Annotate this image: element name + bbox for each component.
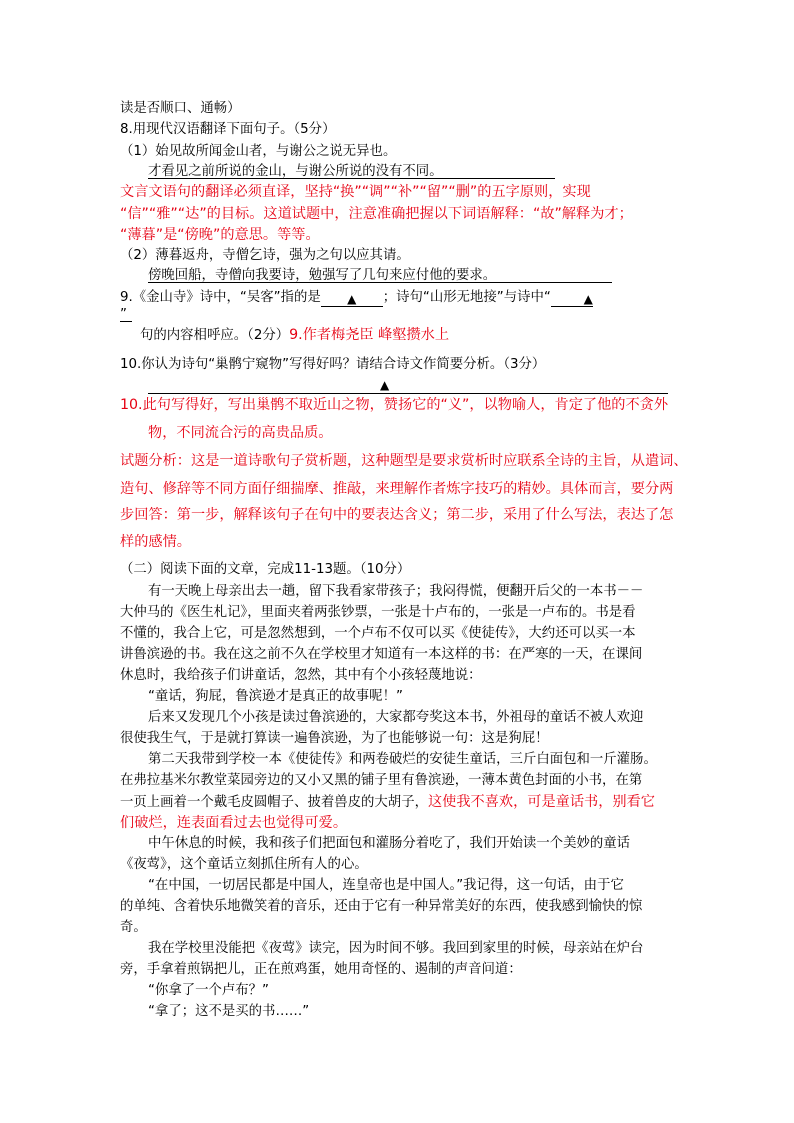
question-9-part3: 句的内容相呼应。（2分） [140, 328, 290, 343]
question-9-tail [140, 325, 449, 346]
passage-line: 在弗拉基米尔教堂菜园旁边的又小又黑的铺子里有鲁滨逊，一薄本黄色封面的小书，在第 [120, 773, 643, 788]
question-8-2: （2）薄暮返舟，寺僧乞诗，强为之句以应其请。 [120, 248, 410, 263]
answer-10-line2: 物，不同流合污的高贵品质。 [148, 425, 333, 441]
passage-line: “拿了；这不是买的书……” [148, 1004, 310, 1019]
answer-10-line1: 10.此句写得好，写出巢鹘不取近山之物，赞扬它的“义”，以物喻人，肯定了他的不贪外 [120, 397, 669, 413]
answer-underline [120, 321, 132, 322]
question-9-part2: ；诗句“山形无地接”与诗中“ [382, 290, 551, 305]
analysis-8-line2: “信”“雅”“达”的目标。这道试题中，注意准确把握以下词语解释：“故”解释为才； [120, 206, 633, 222]
triangle-marker-icon: ▲ [347, 292, 357, 306]
passage-line: 《夜莺》，这个童话立刻抓住所有人的心。 [120, 857, 368, 872]
question-8-heading: 8.用现代汉语翻译下面句子。（5分） [120, 122, 336, 137]
passage-line: 旁，手拿着煎锅把儿，正在煎鸡蛋，她用奇怪的、遏制的声音问道： [120, 962, 522, 977]
passage-line: 奇。 [120, 920, 147, 935]
passage-line: 不懂的，我合上它，可是忽然想到，一个卢布不仅可以买《使徒传》，大约还可以买一本 [120, 626, 636, 641]
analysis-10-line1: 试题分析：这是一道诗歌句子赏析题，这种题型是要求赏析时应联系全诗的主旨，从遣词、 [120, 453, 688, 469]
passage-line: 大仲马的《医生札记》，里面夹着两张钞票，一张是十卢布的，一张是一卢布的。书是看 [120, 605, 636, 620]
passage-line: “你拿了一个卢布？” [148, 983, 269, 998]
passage-line: 中午休息的时候，我和孩子们把面包和灌肠分着吃了，我们开始读一个美妙的童话 [148, 836, 631, 851]
passage-text: 一页上画着一个戴毛皮圆帽子、披着兽皮的大胡子， [120, 795, 428, 810]
analysis-8-line3: “薄暮”是“傍晚”的意思。等等。 [120, 227, 320, 243]
analysis-8-line1: 文言文语句的翻译必须直译，坚持“换”“调”“补”“留”“删”的五字原则，实现 [120, 184, 591, 200]
section-heading: （二）阅读下面的文章，完成11-13题。（10分） [120, 562, 411, 577]
answer-8-1: 才看见之前所说的金山，与谢公所说的没有不同。 [148, 164, 443, 179]
analysis-10-line4: 样的感情。 [120, 534, 191, 550]
passage-line: 的单纯、含着快乐地微笑着的音乐，还由于它有一种异常美好的东西，使我感到愉快的惊 [120, 899, 643, 914]
passage-line: “童话，狗屁，鲁滨逊才是真正的故事呢！” [148, 689, 403, 704]
passage-line: 后来又发现几个小孩是读过鲁滨逊的，大家都夸奖这本书，外祖母的童话不被人欢迎 [148, 710, 644, 725]
question-8-1: （1）始见故所闻金山者，与谢公之说无异也。 [120, 144, 397, 159]
analysis-10-line3: 步回答：第一步，解释该句子在句中的要表达含义；第二步，采用了什么写法，表达了怎 [120, 507, 674, 523]
text-line: 读是否顺口、通畅） [120, 101, 241, 116]
question-10: 10.你认为诗句“巢鹘宁窥物”写得好吗？请结合诗文作简要分析。（3分） [120, 357, 546, 372]
passage-highlight: 这使我不喜欢，可是童话书，别看它 [427, 794, 655, 810]
passage-line: 很使我生气，于是就打算读一遍鲁滨逊，为了也能够说一句：这是狗屁！ [120, 731, 549, 746]
answer-blank [551, 292, 593, 307]
question-9 [120, 288, 593, 308]
question-9-part1: 9.《金山寺》诗中，“吴客”指的是 [120, 290, 321, 305]
passage-line [120, 792, 655, 813]
passage-line: 休息时，我给孩子们讲童话，忽然，其中有个小孩轻蔑地说： [120, 668, 482, 683]
passage-highlight: 们破烂，连表面看过去也觉得可爱。 [120, 815, 348, 831]
passage-line: 第二天我带到学校一本《使徒传》和两卷破烂的安徒生童话，三斤白面包和一斤灌肠。 [148, 752, 657, 767]
text-line: ” [120, 307, 127, 322]
answer-9: 9.作者梅尧臣 峰壑攒水上 [289, 327, 450, 343]
triangle-marker-icon: ▲ [380, 378, 390, 392]
answer-underline [148, 178, 555, 179]
passage-line: “在中国，一切居民都是中国人，连皇帝也是中国人。”我记得，这一句话，由于它 [148, 878, 624, 893]
triangle-marker-icon: ▲ [583, 292, 593, 306]
answer-8-2: 傍晚回船，寺僧向我要诗，勉强写了几句来应付他的要求。 [148, 268, 497, 283]
analysis-10-line2: 造句、修辞等不同方面仔细揣摩、推敲，来理解作者炼字技巧的精妙。具体而言，要分两 [120, 481, 674, 497]
passage-line: 讲鲁滨逊的书。我在这之前不久在学校里才知道有一本这样的书：在严寒的一天，在课间 [120, 647, 643, 662]
passage-line: 我在学校里没能把《夜莺》读完，因为时间不够。我回到家里的时候，母亲站在炉台 [148, 941, 644, 956]
answer-underline [148, 282, 612, 283]
answer-blank [321, 292, 383, 307]
answer-underline [148, 393, 668, 394]
passage-line: 有一天晚上母亲出去一趟，留下我看家带孩子；我闷得慌，便翻开后父的一本书－－ [148, 584, 644, 599]
